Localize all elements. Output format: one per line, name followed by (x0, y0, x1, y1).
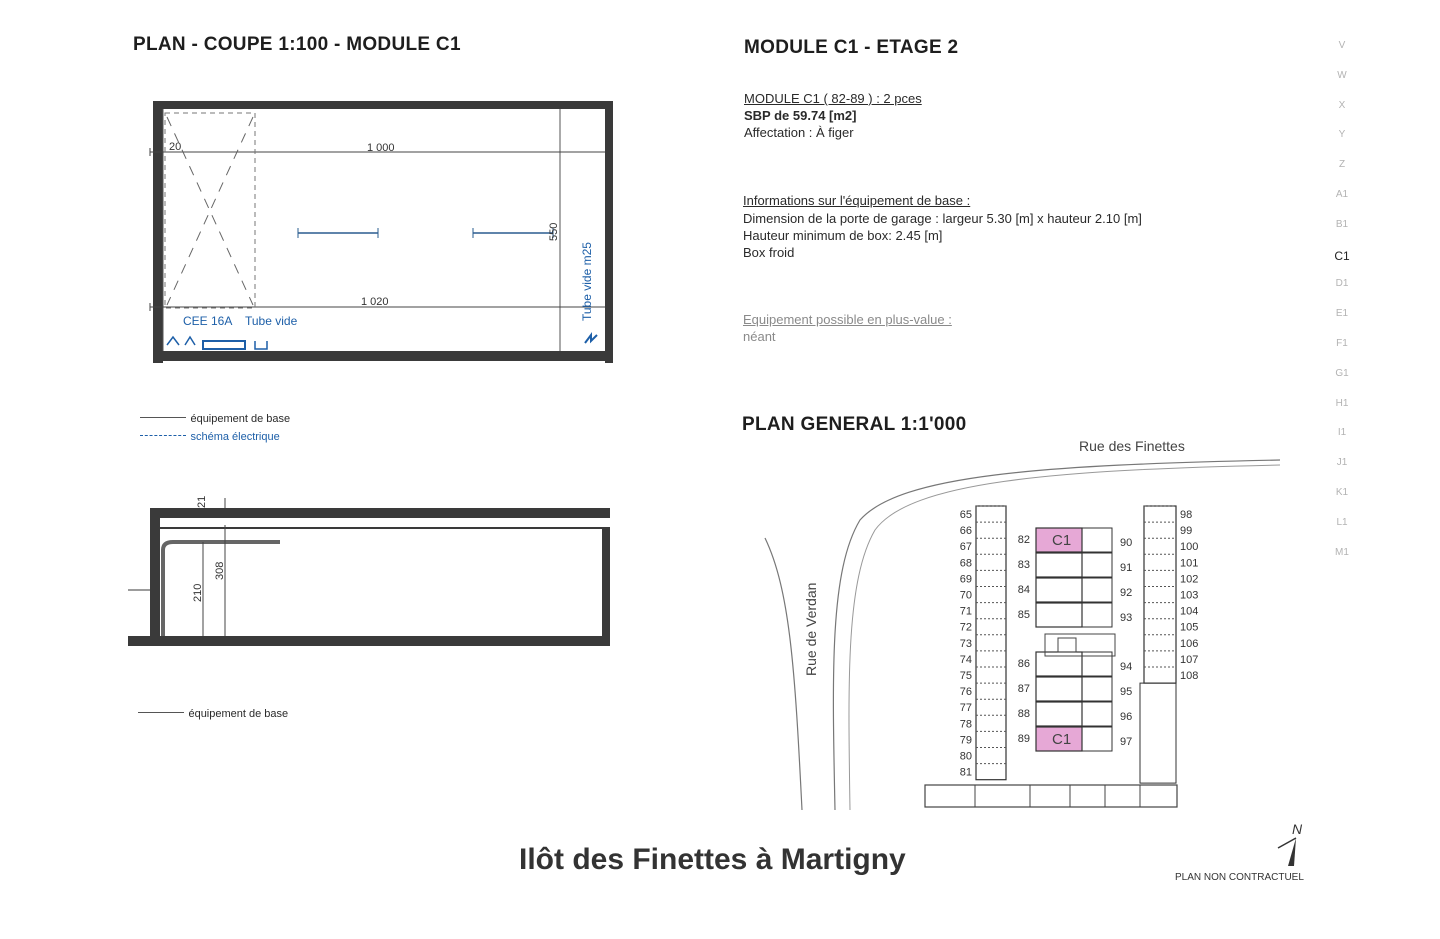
box-number-left: 70 (959, 589, 972, 602)
index-item-v: V (1338, 40, 1346, 51)
disclaimer: PLAN NON CONTRACTUEL (1175, 872, 1304, 883)
plan-dim-top-width: 1 000 (367, 142, 395, 154)
box-number-left: 78 (959, 718, 972, 731)
box-number-right: 105 (1180, 621, 1199, 634)
plan-title: PLAN - COUPE 1:100 - MODULE C1 (133, 34, 461, 55)
box-number-left: 68 (959, 557, 972, 570)
mid-left-box (1036, 553, 1082, 577)
index-item-d1: D1 (1335, 278, 1349, 290)
equip-line-3: Box froid (743, 245, 795, 260)
section-dim-total: 308 (214, 561, 226, 580)
box-number-mid-right: 95 (1120, 686, 1133, 698)
box-number-mid-left: 87 (1017, 683, 1030, 695)
box-number-right: 98 (1180, 509, 1193, 521)
box-number-left: 75 (959, 670, 972, 682)
index-item-g1: G1 (1335, 367, 1349, 379)
mid-right-box (1082, 603, 1112, 627)
box-number-mid-right: 91 (1120, 562, 1133, 574)
box-number-right: 107 (1180, 653, 1199, 666)
section-dim-door: 210 (192, 583, 204, 602)
box-number-mid-left: 85 (1017, 609, 1030, 621)
equip-line-1: Dimension de la porte de garage : largeur 5.30 [m] x hauteur 2.10 [m] (743, 211, 1142, 226)
box-number-left: 80 (959, 750, 972, 763)
box-number-left: 74 (959, 653, 972, 666)
mid-left-box (1036, 578, 1082, 602)
module-sbp: SBP de 59.74 [m2] (744, 108, 857, 123)
plan-cee-label: CEE 16A (183, 314, 233, 328)
index-item-b1: B1 (1335, 218, 1349, 230)
index-item-e1: E1 (1335, 308, 1349, 320)
plan-drawing (145, 95, 625, 365)
box-number-left: 76 (959, 686, 972, 699)
box-number-right: 104 (1180, 605, 1199, 618)
box-number-left: 66 (959, 525, 972, 538)
module-count: MODULE C1 ( 82-89 ) : 2 pces (744, 91, 922, 106)
index-item-z: Z (1338, 159, 1346, 171)
c1-label: C1 (1052, 532, 1072, 549)
box-number-mid-left: 82 (1017, 534, 1030, 546)
option-value: néant (743, 329, 776, 344)
plan-tube-label: Tube vide m25 (580, 242, 594, 321)
box-number-right: 108 (1180, 670, 1199, 682)
box-number-left: 81 (959, 766, 972, 779)
plan-dim-depth: 550 (548, 222, 560, 241)
box-number-right: 106 (1180, 637, 1199, 650)
index-item-j1: J1 (1336, 457, 1348, 469)
mid-right-box (1082, 578, 1112, 602)
index-item-a1: A1 (1335, 189, 1349, 200)
box-number-mid-left: 88 (1017, 708, 1030, 720)
box-number-left: 71 (959, 605, 972, 618)
mid-left-box (1036, 603, 1082, 627)
box-number-mid-right: 94 (1120, 661, 1133, 673)
box-number-mid-left: 89 (1017, 733, 1030, 745)
plan-legend-elec: schéma électrique (140, 427, 280, 445)
index-item-l1: L1 (1336, 516, 1348, 528)
box-number-mid-right: 96 (1120, 711, 1133, 723)
box-number-left: 69 (959, 573, 972, 586)
index-item-m1: M1 (1335, 546, 1349, 558)
box-number-mid-left: 86 (1017, 658, 1030, 670)
box-number-mid-right: 97 (1120, 736, 1133, 748)
mid-right-box (1082, 528, 1112, 552)
index-item-y: Y (1338, 129, 1346, 141)
plan-tube-vide-label: Tube vide (245, 314, 298, 328)
general-title: PLAN GENERAL 1:1'000 (742, 414, 967, 435)
box-number-mid-right: 93 (1120, 612, 1133, 624)
plan-dim-bottom-width: 1 020 (361, 296, 389, 308)
box-number-left: 72 (959, 621, 972, 634)
equip-heading: Informations sur l'équipement de base : (743, 193, 971, 208)
index-item-i1: I1 (1337, 427, 1347, 439)
module-affectation: Affectation : À figer (744, 125, 854, 140)
box-number-left: 73 (959, 637, 972, 650)
box-number-left: 77 (959, 702, 972, 715)
box-number-mid-right: 90 (1120, 537, 1133, 549)
box-number-right: 100 (1180, 541, 1199, 554)
box-number-left: 79 (959, 734, 972, 747)
c1-label: C1 (1052, 731, 1072, 748)
box-number-left: 67 (959, 541, 972, 554)
index-item-x: X (1338, 99, 1346, 111)
box-number-right: 102 (1180, 573, 1199, 586)
index-item-k1: K1 (1335, 487, 1349, 498)
box-number-right: 101 (1180, 557, 1199, 570)
mid-left-box (1036, 677, 1082, 701)
box-number-mid-left: 83 (1017, 559, 1030, 571)
plan-dim-small: 20 (169, 141, 182, 153)
north-arrow-icon (1270, 820, 1310, 875)
index-item-w: W (1337, 69, 1347, 81)
equip-line-2: Hauteur minimum de box: 2.45 [m] (743, 228, 943, 243)
mid-right-box (1082, 553, 1112, 577)
north-symbol: N (1292, 821, 1303, 837)
mid-right-box (1082, 727, 1112, 751)
plan-legend-base: équipement de base (140, 409, 290, 427)
box-number-right: 103 (1180, 589, 1199, 602)
mid-right-box (1082, 677, 1112, 701)
section-legend-base: équipement de base (138, 704, 288, 722)
box-number-mid-right: 92 (1120, 587, 1133, 599)
section-dim-top: 21 (196, 495, 208, 508)
mid-left-box (1036, 702, 1082, 726)
box-number-mid-left: 84 (1017, 584, 1030, 596)
box-number-right: 99 (1180, 525, 1193, 538)
index-item-h1: H1 (1335, 397, 1349, 409)
mid-right-box (1082, 702, 1112, 726)
footer-title: Ilôt des Finettes à Martigny (519, 843, 906, 876)
section-drawing (125, 490, 625, 660)
option-heading: Equipement possible en plus-value : (743, 312, 952, 327)
module-title: MODULE C1 - ETAGE 2 (744, 37, 959, 58)
street-top-label: Rue des Finettes (1079, 438, 1185, 454)
index-item-c1: C1 (1334, 248, 1350, 263)
box-number-left: 65 (959, 509, 972, 521)
site-plan (740, 420, 1300, 810)
index-item-f1: F1 (1336, 338, 1348, 349)
street-left-label: Rue de Verdan (803, 582, 819, 676)
